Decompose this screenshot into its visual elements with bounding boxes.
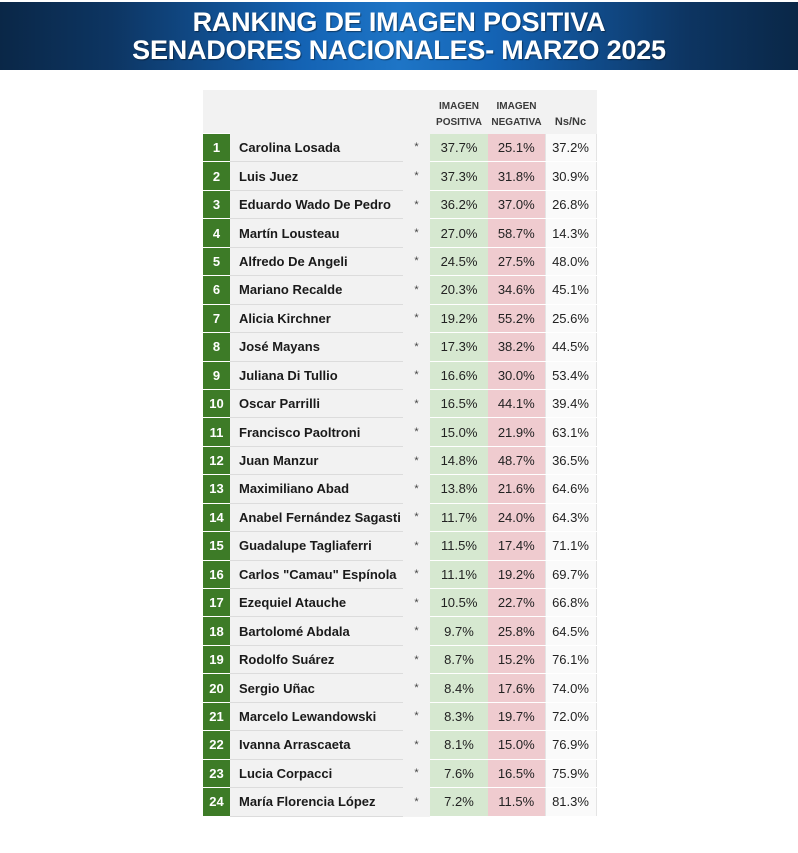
nsnc-value: 48.0% — [545, 247, 596, 275]
table-row — [203, 446, 596, 474]
asterisk-marker: * — [403, 162, 430, 190]
table-row — [203, 759, 596, 787]
nsnc-value: 71.1% — [545, 532, 596, 560]
positive-value: 27.0% — [430, 219, 488, 247]
positive-value: 10.5% — [430, 589, 488, 617]
negative-value: 27.5% — [488, 247, 545, 275]
senator-name: Juan Manzur — [230, 446, 403, 474]
rank-badge: 4 — [203, 219, 230, 247]
asterisk-marker: * — [403, 304, 430, 332]
senator-name: María Florencia López — [230, 788, 403, 816]
negative-value: 24.0% — [488, 503, 545, 531]
nsnc-value: 75.9% — [545, 759, 596, 787]
nsnc-value: 72.0% — [545, 702, 596, 730]
senator-name: Alicia Kirchner — [230, 304, 403, 332]
nsnc-value: 26.8% — [545, 190, 596, 218]
rank-badge: 21 — [203, 702, 230, 730]
rank-badge: 6 — [203, 276, 230, 304]
senator-name: Alfredo De Angeli — [230, 247, 403, 275]
table-row — [203, 190, 596, 218]
positive-value: 15.0% — [430, 418, 488, 446]
rank-badge: 13 — [203, 475, 230, 503]
senator-name: Luis Juez — [230, 162, 403, 190]
rank-badge: 16 — [203, 560, 230, 588]
asterisk-marker: * — [403, 759, 430, 787]
negative-value: 17.4% — [488, 532, 545, 560]
table-header-row — [203, 90, 596, 134]
negative-value: 25.1% — [488, 134, 545, 162]
column-header-name — [230, 90, 403, 134]
asterisk-marker: * — [403, 247, 430, 275]
positive-value: 20.3% — [430, 276, 488, 304]
negative-value: 34.6% — [488, 276, 545, 304]
nsnc-value: 66.8% — [545, 589, 596, 617]
senator-name: Maximiliano Abad — [230, 475, 403, 503]
nsnc-value: 14.3% — [545, 219, 596, 247]
asterisk-marker: * — [403, 532, 430, 560]
negative-value: 16.5% — [488, 759, 545, 787]
rank-badge: 3 — [203, 190, 230, 218]
rank-badge: 10 — [203, 389, 230, 417]
positive-value: 9.7% — [430, 617, 488, 645]
asterisk-marker: * — [403, 702, 430, 730]
positive-value: 16.5% — [430, 389, 488, 417]
table-row — [203, 247, 596, 275]
table-row — [203, 418, 596, 446]
asterisk-marker: * — [403, 190, 430, 218]
senator-name: Ivanna Arrascaeta — [230, 731, 403, 759]
asterisk-marker: * — [403, 389, 430, 417]
positive-value: 11.7% — [430, 503, 488, 531]
negative-value: 22.7% — [488, 589, 545, 617]
nsnc-value: 37.2% — [545, 134, 596, 162]
banner-title-line-2: SENADORES NACIONALES- MARZO 2025 — [132, 35, 666, 65]
rank-badge: 23 — [203, 759, 230, 787]
asterisk-marker: * — [403, 361, 430, 389]
column-header-nsnc-label: Ns/Nc — [554, 115, 587, 128]
negative-value: 38.2% — [488, 333, 545, 361]
asterisk-marker: * — [403, 503, 430, 531]
column-header-negative-line-2: NEGATIVA — [491, 117, 542, 128]
positive-value: 19.2% — [430, 304, 488, 332]
rank-badge: 7 — [203, 304, 230, 332]
rank-badge: 11 — [203, 418, 230, 446]
positive-value: 16.6% — [430, 361, 488, 389]
asterisk-marker: * — [403, 219, 430, 247]
negative-value: 17.6% — [488, 674, 545, 702]
negative-value: 37.0% — [488, 190, 545, 218]
table-row — [203, 475, 596, 503]
negative-value: 55.2% — [488, 304, 545, 332]
table-row — [203, 532, 596, 560]
negative-value: 44.1% — [488, 389, 545, 417]
table-header — [203, 90, 596, 134]
senator-name: Martín Lousteau — [230, 219, 403, 247]
table-row — [203, 788, 596, 816]
table-row — [203, 503, 596, 531]
rank-badge: 14 — [203, 503, 230, 531]
negative-value: 30.0% — [488, 361, 545, 389]
rank-badge: 12 — [203, 446, 230, 474]
senator-name: Carlos "Camau" Espínola — [230, 560, 403, 588]
rank-badge: 9 — [203, 361, 230, 389]
column-header-nsnc — [545, 90, 596, 134]
senator-name: Eduardo Wado De Pedro — [230, 190, 403, 218]
table-row — [203, 702, 596, 730]
negative-value: 58.7% — [488, 219, 545, 247]
negative-value: 21.9% — [488, 418, 545, 446]
senator-name: Anabel Fernández Sagasti — [230, 503, 403, 531]
asterisk-marker: * — [403, 134, 430, 162]
negative-value: 19.2% — [488, 560, 545, 588]
nsnc-value: 36.5% — [545, 446, 596, 474]
asterisk-marker: * — [403, 645, 430, 673]
table-row — [203, 134, 596, 162]
positive-value: 36.2% — [430, 190, 488, 218]
asterisk-marker: * — [403, 418, 430, 446]
positive-value: 7.2% — [430, 788, 488, 816]
negative-value: 19.7% — [488, 702, 545, 730]
nsnc-value: 76.9% — [545, 731, 596, 759]
asterisk-marker: * — [403, 731, 430, 759]
banner-title-line-1: RANKING DE IMAGEN POSITIVA — [192, 6, 606, 37]
negative-value: 15.2% — [488, 645, 545, 673]
table-row — [203, 333, 596, 361]
negative-value: 15.0% — [488, 731, 545, 759]
positive-value: 8.7% — [430, 645, 488, 673]
senator-name: Bartolomé Abdala — [230, 617, 403, 645]
senator-name: Oscar Parrilli — [230, 389, 403, 417]
nsnc-value: 39.4% — [545, 389, 596, 417]
asterisk-marker: * — [403, 617, 430, 645]
nsnc-value: 64.6% — [545, 475, 596, 503]
senator-name: Sergio Uñac — [230, 674, 403, 702]
senator-name: Ezequiel Atauche — [230, 589, 403, 617]
nsnc-value: 25.6% — [545, 304, 596, 332]
senator-name: Carolina Losada — [230, 134, 403, 162]
column-header-asterisk — [403, 90, 430, 134]
rank-badge: 2 — [203, 162, 230, 190]
nsnc-value: 76.1% — [545, 645, 596, 673]
table-row — [203, 219, 596, 247]
nsnc-value: 81.3% — [545, 788, 596, 816]
nsnc-value: 45.1% — [545, 276, 596, 304]
rank-badge: 5 — [203, 247, 230, 275]
nsnc-value: 53.4% — [545, 361, 596, 389]
nsnc-value: 63.1% — [545, 418, 596, 446]
rank-badge: 17 — [203, 589, 230, 617]
positive-value: 8.3% — [430, 702, 488, 730]
negative-value: 48.7% — [488, 446, 545, 474]
senator-name: Guadalupe Tagliaferri — [230, 532, 403, 560]
rank-badge: 22 — [203, 731, 230, 759]
asterisk-marker: * — [403, 276, 430, 304]
negative-value: 25.8% — [488, 617, 545, 645]
rank-badge: 8 — [203, 333, 230, 361]
positive-value: 37.3% — [430, 162, 488, 190]
column-header-positive-line-2: POSITIVA — [436, 117, 482, 128]
table-row — [203, 304, 596, 332]
asterisk-marker: * — [403, 589, 430, 617]
column-header-negative-line-1: IMAGEN — [496, 100, 537, 112]
positive-value: 37.7% — [430, 134, 488, 162]
table-row — [203, 361, 596, 389]
senator-name: Rodolfo Suárez — [230, 645, 403, 673]
table-row — [203, 731, 596, 759]
rank-badge: 18 — [203, 617, 230, 645]
positive-value: 11.5% — [430, 532, 488, 560]
asterisk-marker: * — [403, 475, 430, 503]
table-row — [203, 276, 596, 304]
negative-value: 31.8% — [488, 162, 545, 190]
senator-name: Marcelo Lewandowski — [230, 702, 403, 730]
asterisk-marker: * — [403, 674, 430, 702]
title-banner — [0, 2, 798, 70]
senator-name: José Mayans — [230, 333, 403, 361]
positive-value: 11.1% — [430, 560, 488, 588]
ranking-panel — [203, 90, 596, 817]
rank-badge: 24 — [203, 788, 230, 816]
nsnc-value: 64.5% — [545, 617, 596, 645]
table-row — [203, 617, 596, 645]
asterisk-marker: * — [403, 560, 430, 588]
senator-name: Lucia Corpacci — [230, 759, 403, 787]
nsnc-value: 74.0% — [545, 674, 596, 702]
nsnc-value: 44.5% — [545, 333, 596, 361]
positive-value: 17.3% — [430, 333, 488, 361]
table-row — [203, 645, 596, 673]
ranking-table — [203, 90, 597, 817]
positive-value: 24.5% — [430, 247, 488, 275]
rank-badge: 20 — [203, 674, 230, 702]
asterisk-marker: * — [403, 333, 430, 361]
rank-badge: 1 — [203, 134, 230, 162]
column-header-positive-line-1: IMAGEN — [439, 100, 479, 112]
table-row — [203, 560, 596, 588]
rank-badge: 19 — [203, 645, 230, 673]
column-header-positive — [430, 90, 488, 134]
senator-name: Francisco Paoltroni — [230, 418, 403, 446]
positive-value: 8.1% — [430, 731, 488, 759]
positive-value: 8.4% — [430, 674, 488, 702]
senator-name: Mariano Recalde — [230, 276, 403, 304]
negative-value: 11.5% — [488, 788, 545, 816]
rank-badge: 15 — [203, 532, 230, 560]
asterisk-marker: * — [403, 788, 430, 816]
table-body — [203, 134, 596, 817]
positive-value: 14.8% — [430, 446, 488, 474]
table-row — [203, 389, 596, 417]
table-row — [203, 674, 596, 702]
asterisk-marker: * — [403, 446, 430, 474]
column-header-negative — [488, 90, 545, 134]
table-row — [203, 162, 596, 190]
nsnc-value: 30.9% — [545, 162, 596, 190]
nsnc-value: 69.7% — [545, 560, 596, 588]
nsnc-value: 64.3% — [545, 503, 596, 531]
negative-value: 21.6% — [488, 475, 545, 503]
positive-value: 13.8% — [430, 475, 488, 503]
table-row — [203, 589, 596, 617]
senator-name: Juliana Di Tullio — [230, 361, 403, 389]
positive-value: 7.6% — [430, 759, 488, 787]
column-header-rank — [203, 90, 230, 134]
